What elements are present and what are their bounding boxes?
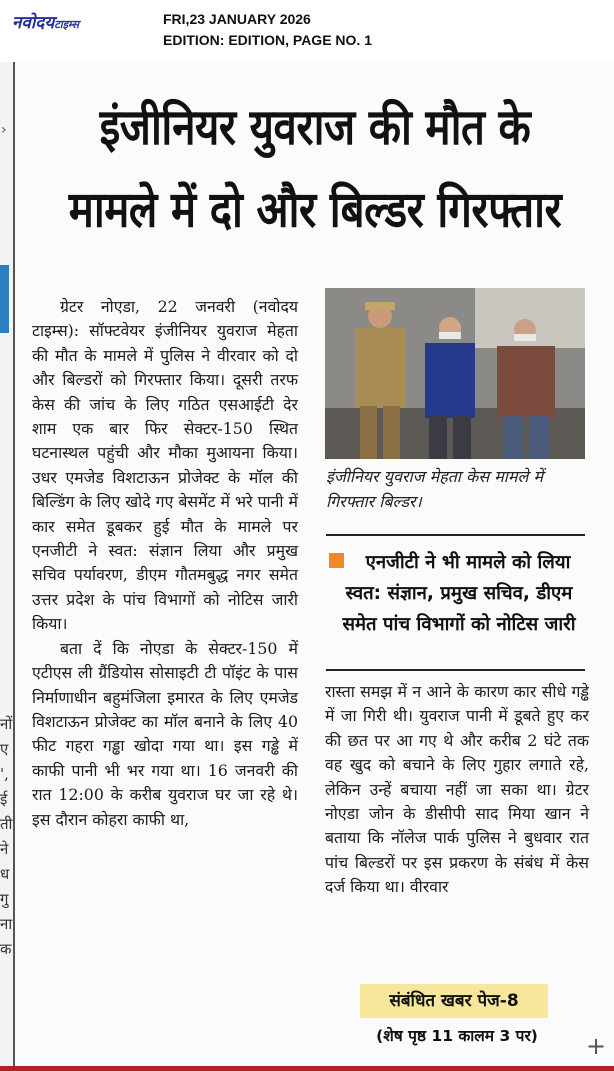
margin-text: ई bbox=[0, 790, 8, 808]
column-divider bbox=[13, 62, 15, 1071]
margin-text: ', bbox=[0, 765, 9, 783]
subheading-box bbox=[329, 547, 589, 640]
adjacent-blue-block bbox=[0, 265, 9, 333]
article-paragraph-1: ग्रेटर नोएडा, 22 जनवरी (नवोदय टाइम्स): सॉफ्टवेयर इंजीनियर युवराज मेहता की मौत के मामले में पुलिस ने वीरवार को दो और बिल्डरों को गिरफ्तार किया। दूसरी तरफ केस की जांच के लिए गठित एसआईटी देर शाम एक बार फिर सेक्टर-150 स्थित घटनास्थल पहुंची और मौका मुआयना किया। उधर एमजेड विशटाऊन प्रोजेक्ट के मॉल की बिल्डिंग के लिए खोदे गए बेसमेंट में भरे पानी में कार समेत डूबकर हुई मौत के मामले पर एनजीटी ने स्वत: संज्ञान लिया और प्रमुख सचिव पर्यावरण, डीएम गौतमबुद्ध नगर समेत उत्तर प्रदेश के पांच विभागों को नोटिस जारी किया। bbox=[32, 297, 298, 634]
logo-main-text: नवोदय bbox=[12, 13, 55, 33]
epaper-header bbox=[0, 0, 614, 63]
article-body-left-column bbox=[32, 295, 298, 832]
subhead-line-3: समेत पांच विभागों को नोटिस जारी bbox=[342, 614, 576, 635]
margin-text: क bbox=[0, 940, 12, 958]
logo-sub-text: टाइम्स bbox=[54, 18, 79, 31]
newspaper-logo[interactable] bbox=[12, 10, 79, 33]
subhead-line-2: स्वत: संज्ञान, प्रमुख सचिव, डीएम bbox=[345, 583, 573, 604]
headline-line-2: मामले में दो और बिल्डर गिरफ्तार bbox=[68, 180, 562, 239]
arrested-builders-photo bbox=[325, 288, 585, 459]
article-clip bbox=[0, 62, 614, 1071]
margin-text: ना bbox=[0, 915, 13, 933]
date-line: FRI,23 JANUARY 2026 bbox=[163, 11, 311, 27]
edition-info bbox=[163, 9, 372, 51]
margin-mark: › bbox=[1, 122, 7, 138]
crosshair-plus-icon: + bbox=[586, 1032, 607, 1060]
subhead-rule bbox=[326, 669, 585, 671]
margin-text: ती bbox=[0, 815, 13, 833]
continued-on-note: (शेष पृष्ठ 11 कालम 3 पर) bbox=[376, 1027, 538, 1045]
article-paragraph-3: रास्ता समझ में न आने के कारण कार सीधे गड्ढे में जा गिरी थी। युवराज पानी में डूबते हुए कर की छत पर आ गए थे और करीब 2 घंटे तक वह खुद को बचाने के लिए गुहार लगाते रहे, लेकिन उन्हें बचाया नहीं जा सका था। ग्रेटर नोएडा जोन के डीसीपी साद मिया खान ने बताया कि नॉलेज पार्क पुलिस ने बुधवार रात पांच बिल्डरों पर इस प्रकरण के संबंध में केस दर्ज किया था। वीरवार bbox=[325, 682, 589, 897]
margin-text: ए bbox=[0, 740, 9, 758]
photo-illustration bbox=[325, 288, 585, 459]
subhead-line-1: एनजीटी ने भी मामले को लिया bbox=[365, 552, 571, 573]
article-headline bbox=[30, 86, 600, 251]
headline-line-1: इंजीनियर युवराज की मौत के bbox=[99, 97, 531, 156]
margin-text: नों bbox=[0, 715, 13, 733]
photo-caption: इंजीनियर युवराज मेहता केस मामले में गिरफ्तार बिल्डर। bbox=[326, 467, 544, 511]
margin-text: ने bbox=[0, 840, 9, 858]
margin-text: ध bbox=[0, 865, 10, 883]
caption-rule bbox=[326, 534, 585, 536]
edition-line: EDITION: EDITION, PAGE NO. 1 bbox=[163, 32, 372, 48]
bottom-red-border bbox=[0, 1066, 614, 1071]
article-paragraph-2: बता दें कि नोएडा के सेक्टर-150 में एटीएस ली ग्रैंडियोस सोसाइटी टी पॉइंट के पास निर्माणाधीन बहुमंजिला इमारत के लिए एमजेड विशटाऊन प्रोजेक्ट का मॉल बनाने के लिए 40 फीट गहरा गड्ढा खोदा गया था। इस गड्ढे में काफी पानी भी भर गया था। 16 जनवरी की रात 12:00 के करीब युवराज घर जा रहे थे। इस दौरान कोहरा काफी था, bbox=[32, 638, 298, 829]
margin-text: गु bbox=[0, 890, 9, 908]
article-body-right-column bbox=[325, 680, 589, 900]
related-news-badge[interactable]: संबंधित खबर पेज-8 bbox=[360, 984, 548, 1018]
adjacent-column-text bbox=[0, 712, 14, 962]
